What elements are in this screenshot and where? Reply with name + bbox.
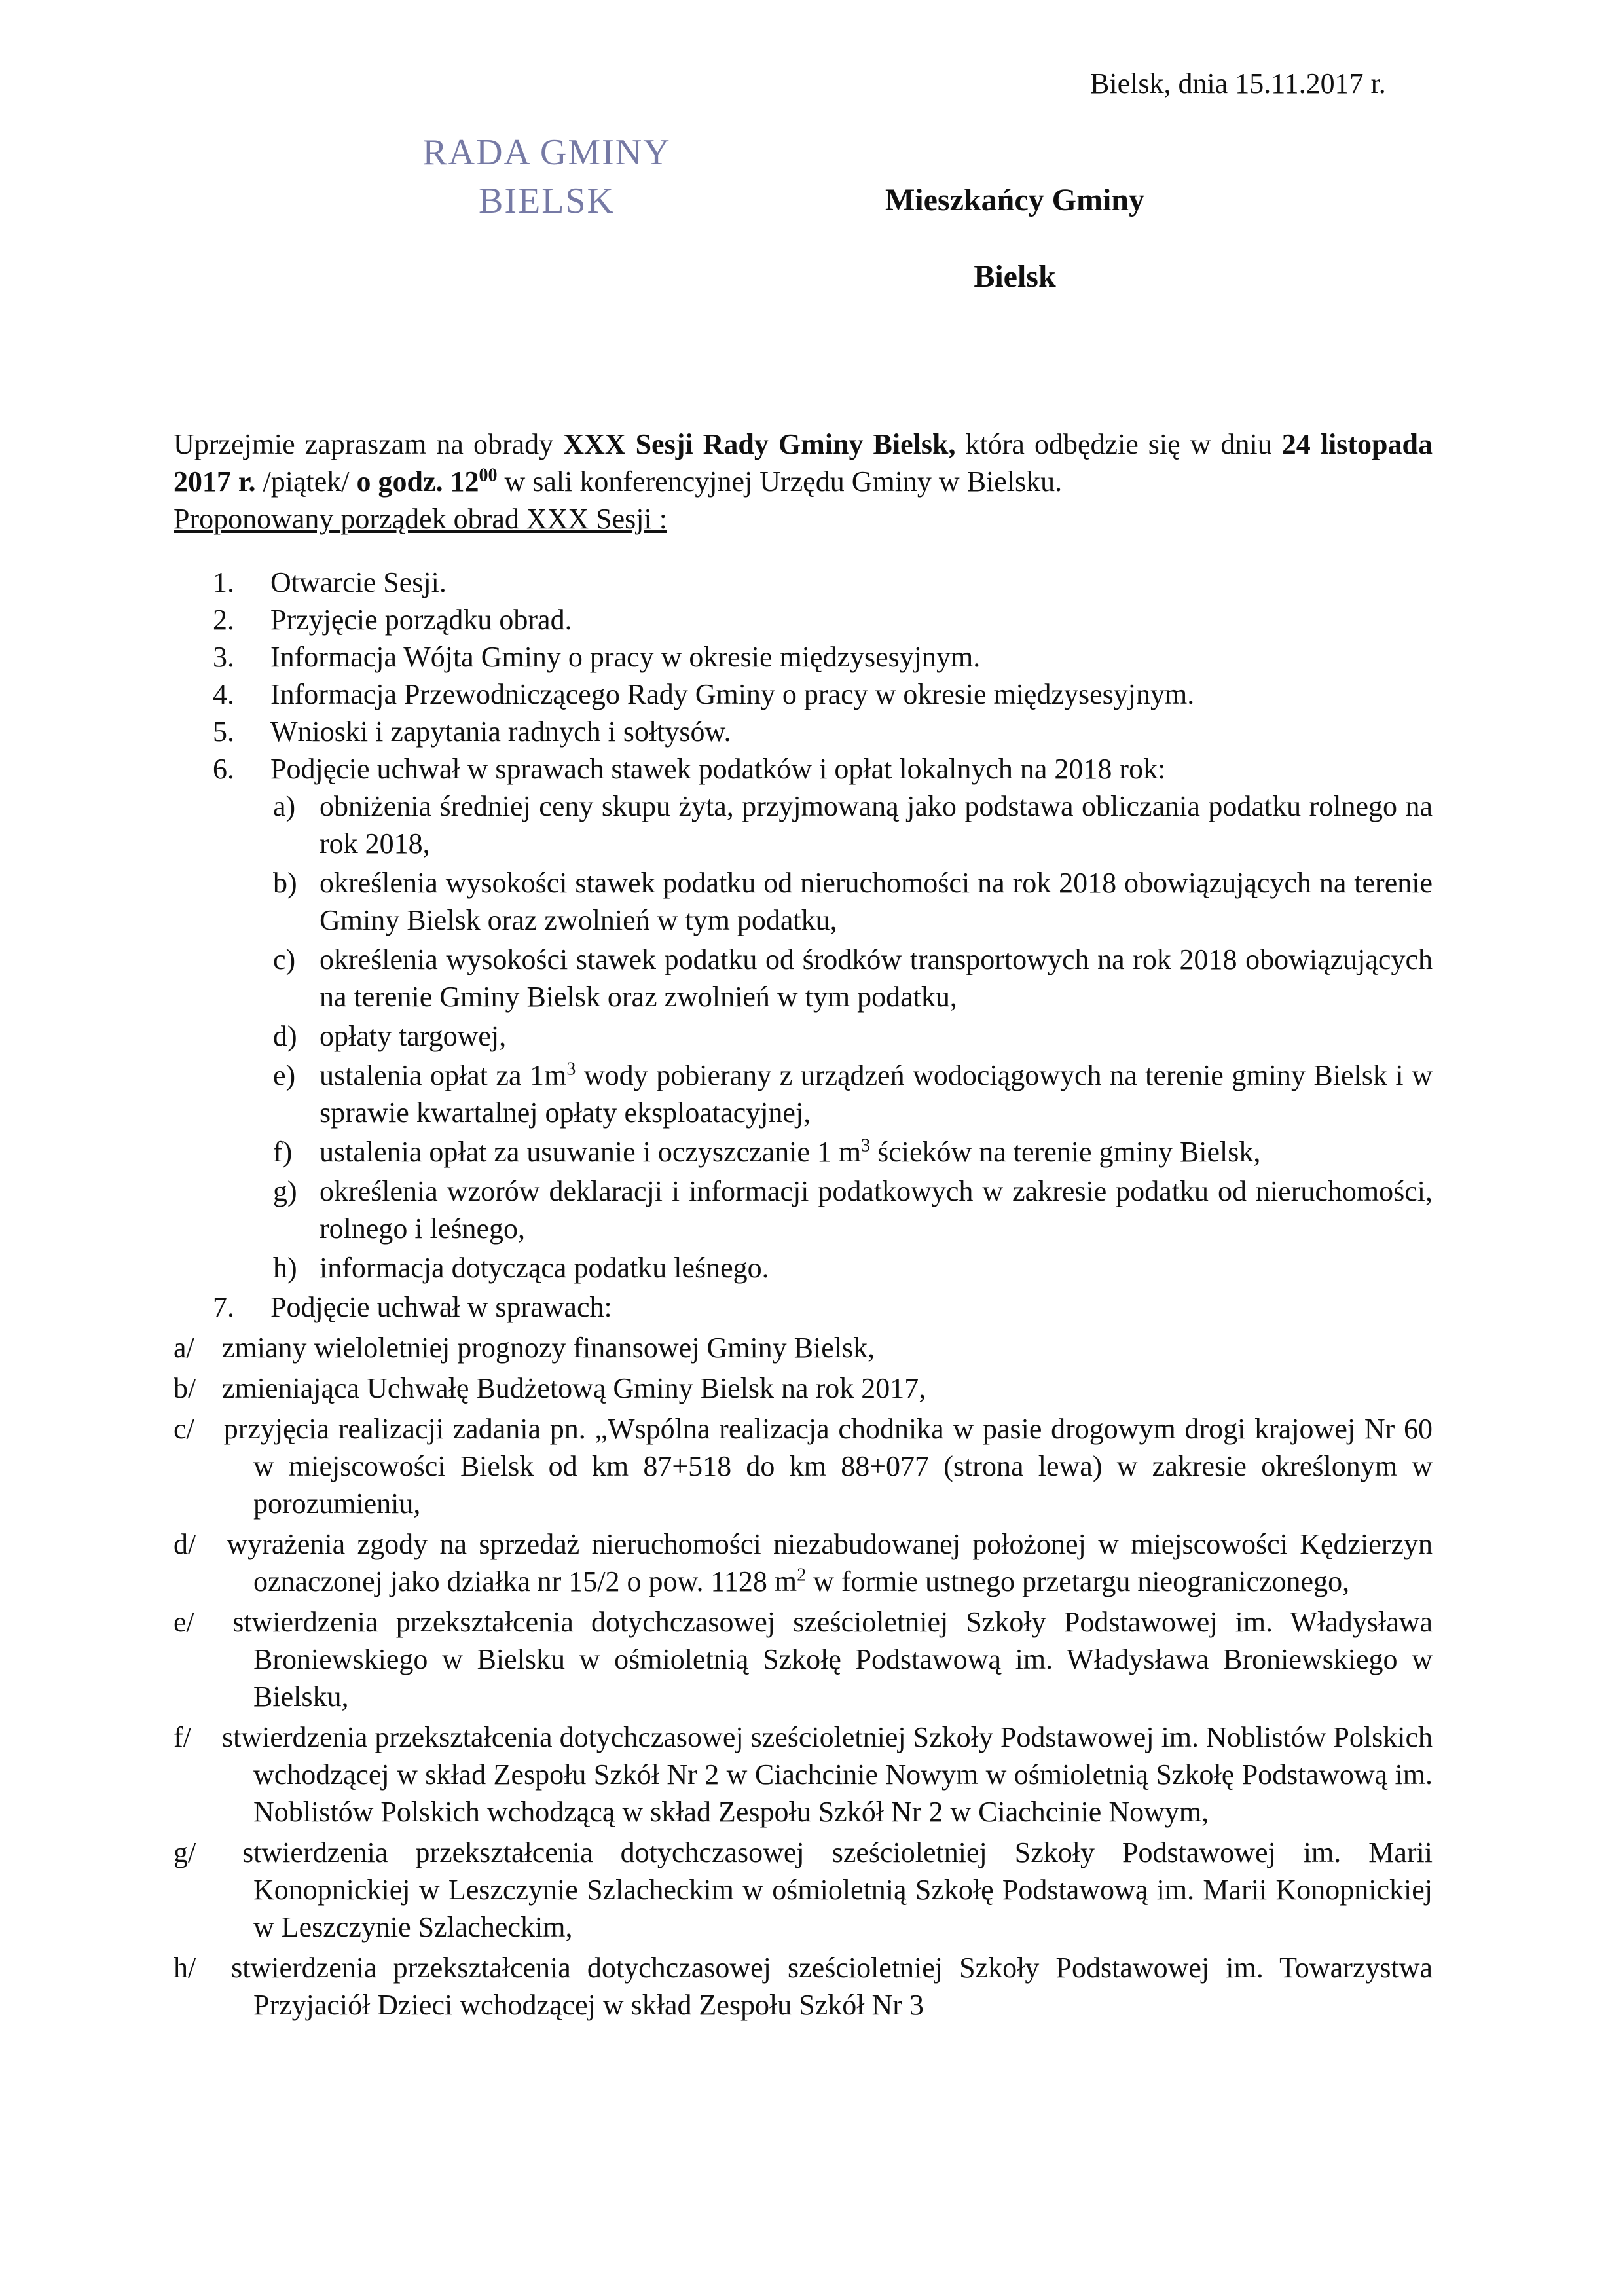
intro-text: w sali konferencyjnej Urzędu Gminy w Bielsku.: [497, 465, 1063, 498]
subitem-text: stwierdzenia przekształcenia dotychczasowej sześcioletniej Szkoły Podstawowej im. Towarzystwa Przyjaciół Dzieci wchodzącej w skład Zespołu Szkół Nr 3: [231, 1952, 1433, 2021]
subitem-letter: d): [273, 1020, 297, 1052]
letter-body: [174, 426, 1433, 2024]
agenda-subitem: [174, 1017, 1433, 1055]
agenda-item: [174, 676, 1433, 713]
date-line: Bielsk, dnia 15.11.2017 r.: [1090, 67, 1386, 100]
subitem-text: ścieków na terenie gminy Bielsk,: [870, 1136, 1261, 1168]
subitem-letter: h): [273, 1252, 297, 1284]
subitem-text: zmieniająca Uchwałę Budżetową Gminy Bielsk na rok 2017,: [222, 1372, 926, 1404]
item-text: Podjęcie uchwał w sprawach:: [270, 1291, 612, 1323]
subitem-letter: e): [273, 1059, 296, 1091]
item-number: 1.: [213, 566, 234, 598]
session-time-minutes: 00: [479, 465, 498, 486]
session-date: 24 listopada 2017 r.: [174, 428, 1433, 498]
item-text: Informacja Przewodniczącego Rady Gminy o pracy w okresie międzysesyjnym.: [270, 678, 1195, 710]
session-time-text: o godz. 12: [356, 465, 479, 498]
subitem-text: zmiany wieloletniej prognozy finansowej Gminy Bielsk,: [222, 1332, 875, 1364]
addressee-line-1: Mieszkańcy Gminy: [885, 183, 1144, 217]
agenda-subitem: b/ zmieniająca Uchwałę Budżetową Gminy Bielsk na rok 2017,: [174, 1372, 926, 1404]
subitem-text: przyjęcia realizacji zadania pn. „Wspólna realizacja chodnika w pasie drogowym drogi krajowej Nr 60 w miejscowości Bielsk od km 87+518 do km 88+077 (strona lewa) w zakresie określonym w porozumieniu,: [223, 1413, 1433, 1520]
subitem-text: stwierdzenia przekształcenia dotychczasowej sześcioletniej Szkoły Podstawowej im. Władysława Broniewskiego w Bielsku w ośmioletnią Szkołę Podstawową im. Władysława Broniewskiego w Bielsku,: [232, 1606, 1433, 1713]
addressee: [753, 182, 1277, 295]
item-text: Podjęcie uchwał w sprawach stawek podatków i opłat lokalnych na 2018 rok:: [270, 753, 1166, 785]
subitem-letter: f): [273, 1136, 293, 1168]
item-text: Przyjęcie porządku obrad.: [270, 604, 572, 636]
subitem-text: obniżenia średniej ceny skupu żyta, przyjmowaną jako podstawa obliczania podatku rolnego na rok 2018,: [320, 790, 1433, 860]
item-number: 4.: [213, 678, 234, 710]
agenda-subitem: g/ stwierdzenia przekształcenia dotychczasowej sześcioletniej Szkoły Podstawowej im. Marii Konopnickiej w Leszczynie Szlacheckim w ośmioletnią Szkołę Podstawową im. Marii Konopnickiej w Leszczynie Szlacheckim,: [174, 1836, 1433, 1943]
agenda-item: [174, 750, 1433, 788]
subitem-text: informacja dotycząca podatku leśnego.: [320, 1252, 769, 1284]
agenda-subitem: [174, 941, 1433, 1015]
superscript: 2: [797, 1565, 807, 1586]
subitem-text: opłaty targowej,: [320, 1020, 507, 1052]
agenda-subitem: f/ stwierdzenia przekształcenia dotychczasowej sześcioletniej Szkoły Podstawowej im. Noblistów Polskich wchodzącej w skład Zespołu Szkół Nr 2 w Ciachcinie Nowym w ośmioletnią Szkołę Podstawową im. Noblistów Polskich wchodzącą w skład Zespołu Szkół Nr 2 w Ciachcinie Nowym,: [174, 1721, 1433, 1828]
agenda-item: [174, 638, 1433, 676]
agenda-subitem: [174, 1133, 1433, 1171]
agenda-subitem: e/ stwierdzenia przekształcenia dotychczasowej sześcioletniej Szkoły Podstawowej im. Władysława Broniewskiego w Bielsku w ośmioletnią Szkołę Podstawową im. Władysława Broniewskiego w Bielsku,: [174, 1606, 1433, 1713]
superscript: 3: [566, 1059, 576, 1080]
subitem-letter: g): [273, 1175, 297, 1207]
subitem-text: w formie ustnego przetargu nieograniczonego,: [806, 1565, 1350, 1597]
agenda-item: [174, 713, 1433, 750]
subitem-text: stwierdzenia przekształcenia dotychczasowej sześcioletniej Szkoły Podstawowej im. Noblistów Polskich wchodzącej w skład Zespołu Szkół Nr 2 w Ciachcinie Nowym w ośmioletnią Szkołę Podstawową im. Noblistów Polskich wchodzącą w skład Zespołu Szkół Nr 2 w Ciachcinie Nowym,: [222, 1721, 1433, 1828]
item-number: 6.: [213, 753, 234, 785]
superscript: 3: [861, 1135, 871, 1156]
council-stamp: [393, 128, 701, 225]
stamp-line-1: RADA GMINY: [422, 132, 671, 173]
item-text: Wnioski i zapytania radnych i sołtysów.: [270, 716, 731, 748]
agenda-subitem: d/ wyrażenia zgody na sprzedaż nieruchomości niezabudowanej położonej w miejscowości Kędzierzyn oznaczonej jako działka nr 15/2 o pow. 1128 $m^2$ w formie ustnego przetargu nieograniczonego,: [174, 1528, 1433, 1597]
agenda-item: [174, 564, 1433, 601]
agenda-subitem: a/ zmiany wieloletniej prognozy finansowej Gminy Bielsk,: [174, 1332, 875, 1364]
subitem-text: określenia wysokości stawek podatku od środków transportowych na rok 2018 obowiązujących na terenie Gminy Bielsk oraz zwolnień w tym podatku,: [320, 943, 1433, 1013]
agenda-subitem: [174, 864, 1433, 939]
subitem-letter: a): [273, 790, 296, 822]
agenda-list: [174, 564, 1433, 2024]
subitem-text: wyrażenia zgody na sprzedaż nieruchomości niezabudowanej położonej w miejscowości Kędzierzyn oznaczonej jako działka nr 15/2 o pow. 1128 m: [227, 1528, 1433, 1597]
intro-text: która odbędzie się w dniu: [955, 428, 1282, 460]
item-number: 3.: [213, 641, 234, 673]
subitem-text: wody pobierany z urządzeń wodociągowych na terenie gminy Bielsk i w sprawie kwartalnej opłaty eksploatacyjnej,: [320, 1059, 1433, 1129]
agenda-subitem: h/ stwierdzenia przekształcenia dotychczasowej sześcioletniej Szkoły Podstawowej im. Towarzystwa Przyjaciół Dzieci wchodzącej w skład Zespołu Szkół Nr 3: [174, 1952, 1433, 2021]
item-number: 5.: [213, 716, 234, 748]
session-time: [356, 465, 497, 498]
intro-text: /piątek/: [255, 465, 357, 498]
agenda-subitem: c/ przyjęcia realizacji zadania pn. „Wspólna realizacja chodnika w pasie drogowym drogi krajowej Nr 60 w miejscowości Bielsk od km 87+518 do km 88+077 (strona lewa) w zakresie określonym w porozumieniu,: [174, 1413, 1433, 1520]
agenda-subitem: [174, 1249, 1433, 1286]
item-number: 7.: [213, 1291, 234, 1323]
subitem-text: ustalenia opłat za 1m: [320, 1059, 567, 1091]
agenda-subitem: [174, 1173, 1433, 1247]
intro-text: Uprzejmie zapraszam na obrady: [174, 428, 564, 460]
invitation-paragraph: [174, 426, 1433, 500]
subitem-text: stwierdzenia przekształcenia dotychczasowej sześcioletniej Szkoły Podstawowej im. Marii Konopnickiej w Leszczynie Szlacheckim w ośmioletnią Szkołę Podstawową im. Marii Konopnickiej w Leszczynie Szlacheckim,: [242, 1836, 1433, 1943]
item-text: Otwarcie Sesji.: [270, 566, 447, 598]
agenda-item: [174, 601, 1433, 638]
item-text: Informacja Wójta Gminy o pracy w okresie międzysesyjnym.: [270, 641, 981, 673]
subitem-letter: b): [273, 867, 297, 899]
agenda-item: [174, 1288, 1433, 1326]
subitem-letter: c): [273, 943, 296, 975]
item-number: 2.: [213, 604, 234, 636]
agenda-subitem: [174, 788, 1433, 862]
subitem-text: określenia wzorów deklaracji i informacji podatkowych w zakresie podatku od nieruchomości, rolnego i leśnego,: [320, 1175, 1433, 1245]
agenda-title: Proponowany porządek obrad XXX Sesji :: [174, 503, 667, 535]
stamp-line-2: BIELSK: [479, 181, 615, 221]
subitem-text: ustalenia opłat za usuwanie i oczyszczanie 1 m: [320, 1136, 862, 1168]
addressee-line-2: Bielsk: [974, 259, 1056, 294]
subitem-text: określenia wysokości stawek podatku od nieruchomości na rok 2018 obowiązujących na terenie Gminy Bielsk oraz zwolnień w tym podatku,: [320, 867, 1433, 936]
session-name: XXX Sesji Rady Gminy Bielsk,: [563, 428, 956, 460]
agenda-subitem: [174, 1057, 1433, 1131]
